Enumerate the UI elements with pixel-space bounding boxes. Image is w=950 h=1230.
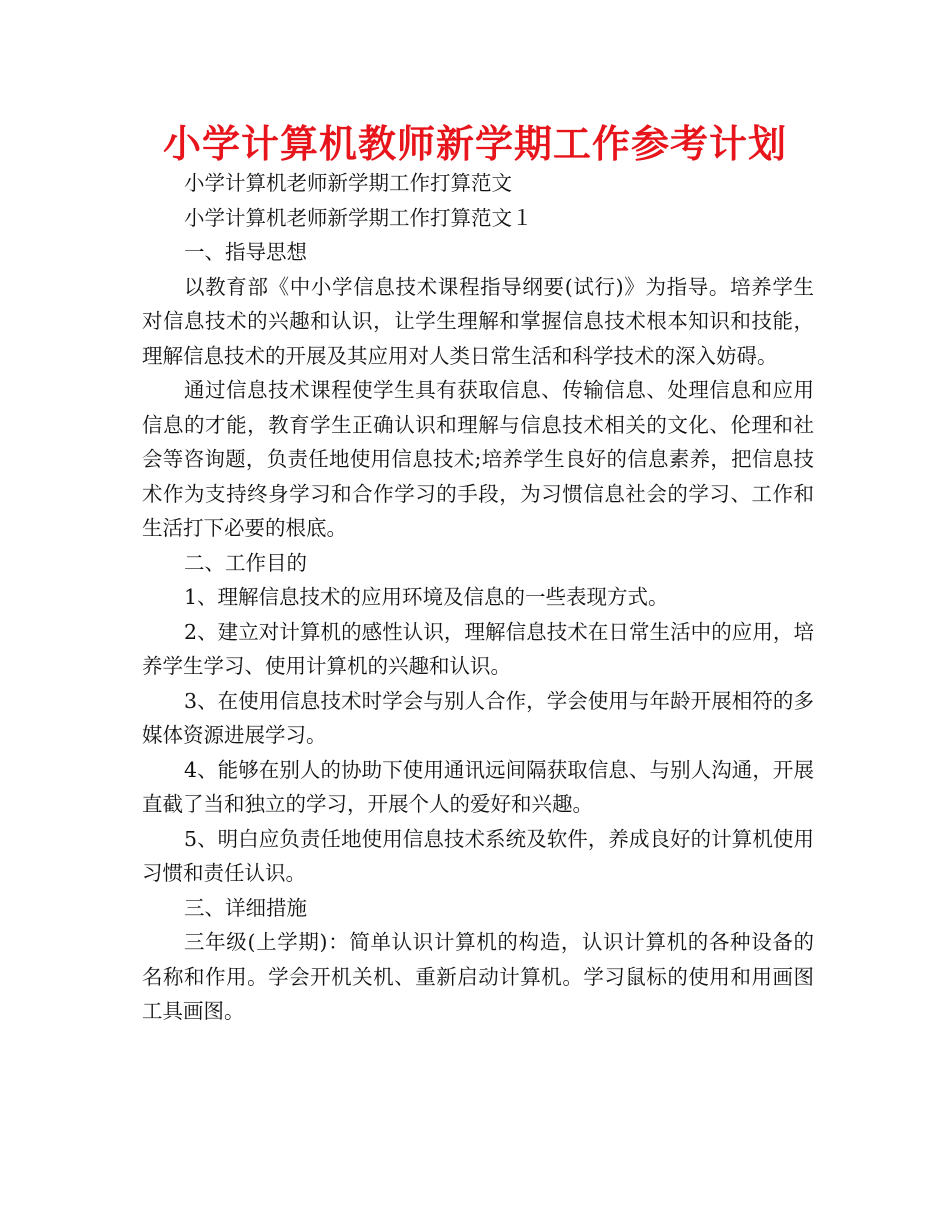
subtitle-line: 小学计算机老师新学期工作打算范文	[184, 171, 512, 195]
paragraph: 以教育部《中小学信息技术课程指导纲要(试行)》为指导。培养学生对信息技术的兴趣和认识，让学生理解和掌握信息技术根本知识和技能，理解信息技术的开展及其应用对人类日常生活和科学技术的深入妨碍。	[142, 274, 814, 368]
subtitle-line-1: 小学计算机老师新学期工作打算范文１	[184, 205, 533, 230]
section-heading-specific-measures: 三、详细措施	[184, 895, 307, 920]
paragraph: 三年级(上学期)：简单认识计算机的构造，认识计算机的各种设备的名称和作用。学会开机关机、重新启动计算机。学习鼠标的使用和用画图工具画图。	[142, 930, 814, 1023]
paragraph: 通过信息技术课程使学生具有获取信息、传输信息、处理信息和应用信息的才能，教育学生正确认识和理解与信息技术相关的文化、伦理和社会等咨询题，负责任地使用信息技术;培养学生良好的信息素养，把信息技术作为支持终身学习和合作学习的手段，为习惯信息社会的学习、工作和生活打下必要的根底。	[142, 378, 814, 540]
section-heading-work-goals: 二、工作目的	[184, 550, 307, 575]
list-item: 3、在使用信息技术时学会与别人合作，学会使用与年龄开展相符的多媒体资源进展学习。	[142, 688, 814, 747]
document-title: 小学计算机教师新学期工作参考计划	[162, 122, 787, 166]
list-item: 5、明白应负责任地使用信息技术系统及软件，养成良好的计算机使用习惯和责任认识。	[142, 826, 814, 885]
list-item: 1、理解信息技术的应用环境及信息的一些表现方式。	[184, 585, 669, 609]
document-body	[142, 166, 814, 1029]
list-item: 2、建立对计算机的感性认识，理解信息技术在日常生活中的应用，培养学生学习、使用计算机的兴趣和认识。	[142, 619, 814, 678]
section-heading-guiding-ideology: 一、指导思想	[184, 240, 307, 264]
list-item: 4、能够在别人的协助下使用通讯远间隔获取信息、与别人沟通，开展直截了当和独立的学习，开展个人的爱好和兴趣。	[142, 757, 814, 816]
